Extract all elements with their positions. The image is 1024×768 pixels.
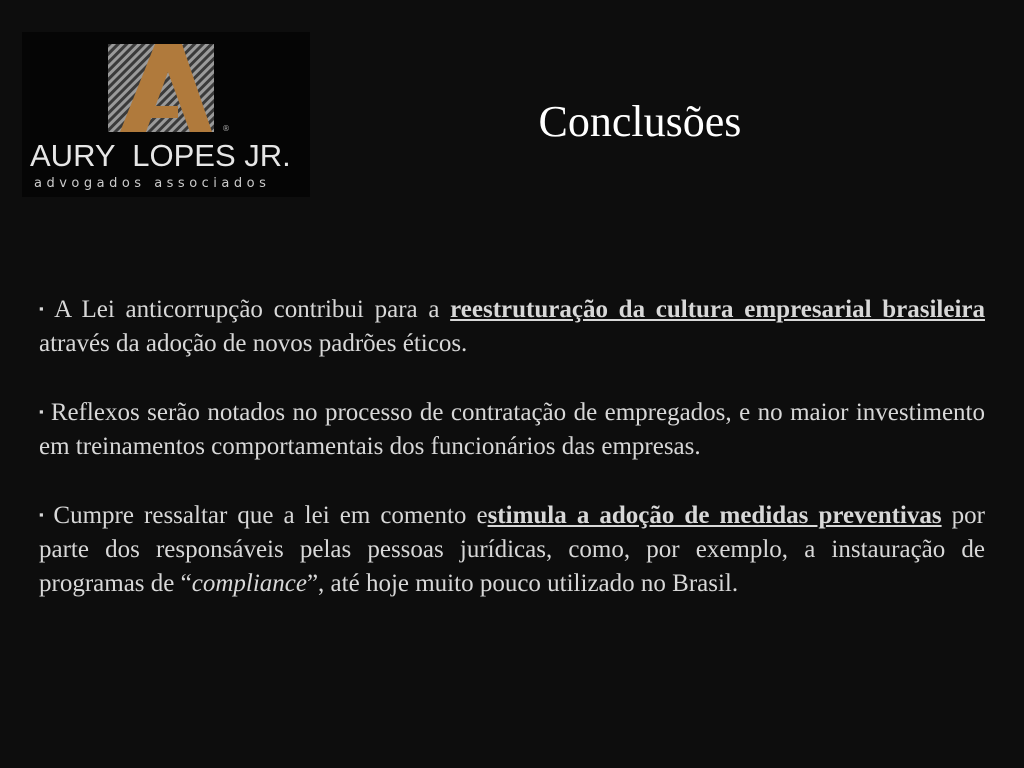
logo-tagline: advogados associados xyxy=(34,176,271,191)
slide-content xyxy=(39,292,985,635)
bullet-icon: ▪ xyxy=(39,301,49,316)
paragraph-1 xyxy=(39,292,985,361)
bullet-icon: ▪ xyxy=(39,404,45,419)
triangle-A-logo-icon xyxy=(22,32,310,197)
paragraph-3-middle: por parte dos responsáveis pelas pessoas jurídicas, como, por exemplo, a instauração de programas de “ xyxy=(39,502,985,597)
logo-brand: AURY LOPES JR. xyxy=(30,138,291,173)
company-logo xyxy=(22,32,310,197)
paragraph-1-after: através da adoção de novos padrões éticos. xyxy=(39,330,468,357)
paragraph-3-after: ”, até hoje muito pouco utilizado no Brasil. xyxy=(306,570,739,597)
page-title: Conclusões xyxy=(538,97,742,146)
paragraph-1-before: A Lei anticorrupção contribui para a xyxy=(54,296,451,323)
bullet-icon: ▪ xyxy=(39,507,48,522)
paragraph-3-italic: compliance xyxy=(191,570,307,597)
paragraph-2 xyxy=(39,395,985,464)
paragraph-2-text: Reflexos serão notados no processo de contratação de empregados, e no maior investimento em treinamentos comportamentais dos funcionários das empresas. xyxy=(39,399,985,460)
paragraph-3-before: Cumpre ressaltar que a lei em comento e xyxy=(53,502,488,529)
paragraph-3 xyxy=(39,498,985,601)
svg-text:®: ® xyxy=(222,124,230,133)
paragraph-3-emphasis: stimula a adoção de medidas preventivas xyxy=(487,502,942,529)
paragraph-1-emphasis: reestruturação da cultura empresarial brasileira xyxy=(450,296,986,323)
